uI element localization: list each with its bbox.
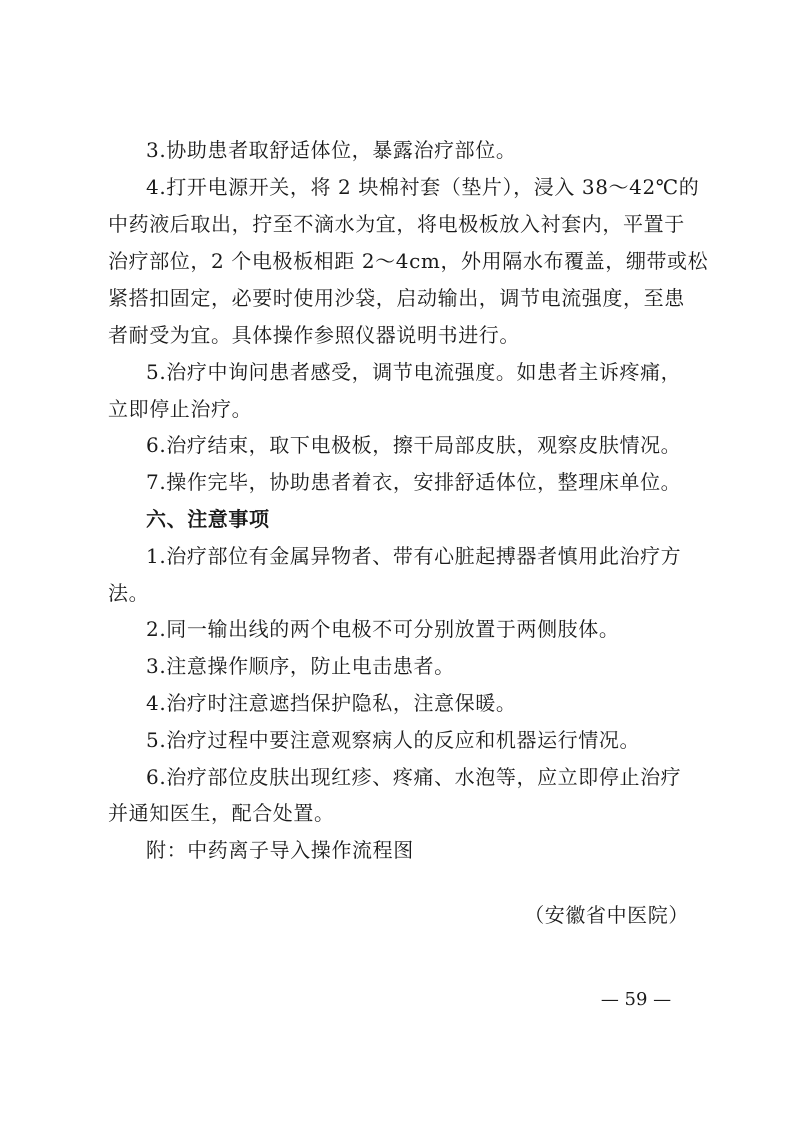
note-3: 3.注意操作顺序，防止电击患者。 xyxy=(146,654,455,678)
note-5: 5.治疗过程中要注意观察病人的反应和机器运行情况。 xyxy=(146,728,641,752)
note-1-line-1: 1.治疗部位有金属异物者、带有心脏起搏器者慎用此治疗方 xyxy=(146,544,682,568)
note-1-line-2: 法。 xyxy=(108,581,150,605)
hospital-signature: （安徽省中医院） xyxy=(524,903,689,927)
step-5-line-1: 5.治疗中询问患者感受，调节电流强度。如患者主诉疼痛， xyxy=(146,360,682,384)
note-4: 4.治疗时注意遮挡保护隐私，注意保暖。 xyxy=(146,691,517,715)
appendix-label: 附：中药离子导入操作流程图 xyxy=(146,838,414,862)
section-heading-precautions: 六、注意事项 xyxy=(146,507,270,531)
step-3: 3.协助患者取舒适体位，暴露治疗部位。 xyxy=(146,138,517,162)
step-4-line-4: 紧搭扣固定，必要时使用沙袋，启动输出，调节电流强度，至患 xyxy=(108,286,685,310)
step-6: 6.治疗结束，取下电极板，擦干局部皮肤，观察皮肤情况。 xyxy=(146,433,682,457)
step-4-line-5: 者耐受为宜。具体操作参照仪器说明书进行。 xyxy=(108,323,520,347)
step-5-line-2: 立即停止治疗。 xyxy=(108,397,253,421)
step-4-line-3: 治疗部位，2 个电极板相距 2～4cm，外用隔水布覆盖，绷带或松 xyxy=(108,249,709,273)
page-number: — 59 — xyxy=(600,989,672,1010)
note-6-line-1: 6.治疗部位皮肤出现红疹、疼痛、水泡等，应立即停止治疗 xyxy=(146,765,682,789)
step-7: 7.操作完毕，协助患者着衣，安排舒适体位，整理床单位。 xyxy=(146,470,682,494)
note-6-line-2: 并通知医生，配合处置。 xyxy=(108,801,335,825)
step-4-line-1: 4.打开电源开关，将 2 块棉衬套（垫片），浸入 38～42℃的 xyxy=(146,175,700,199)
step-4-line-2: 中药液后取出，拧至不滴水为宜，将电极板放入衬套内，平置于 xyxy=(108,212,685,236)
note-2: 2.同一输出线的两个电极不可分别放置于两侧肢体。 xyxy=(146,617,620,641)
